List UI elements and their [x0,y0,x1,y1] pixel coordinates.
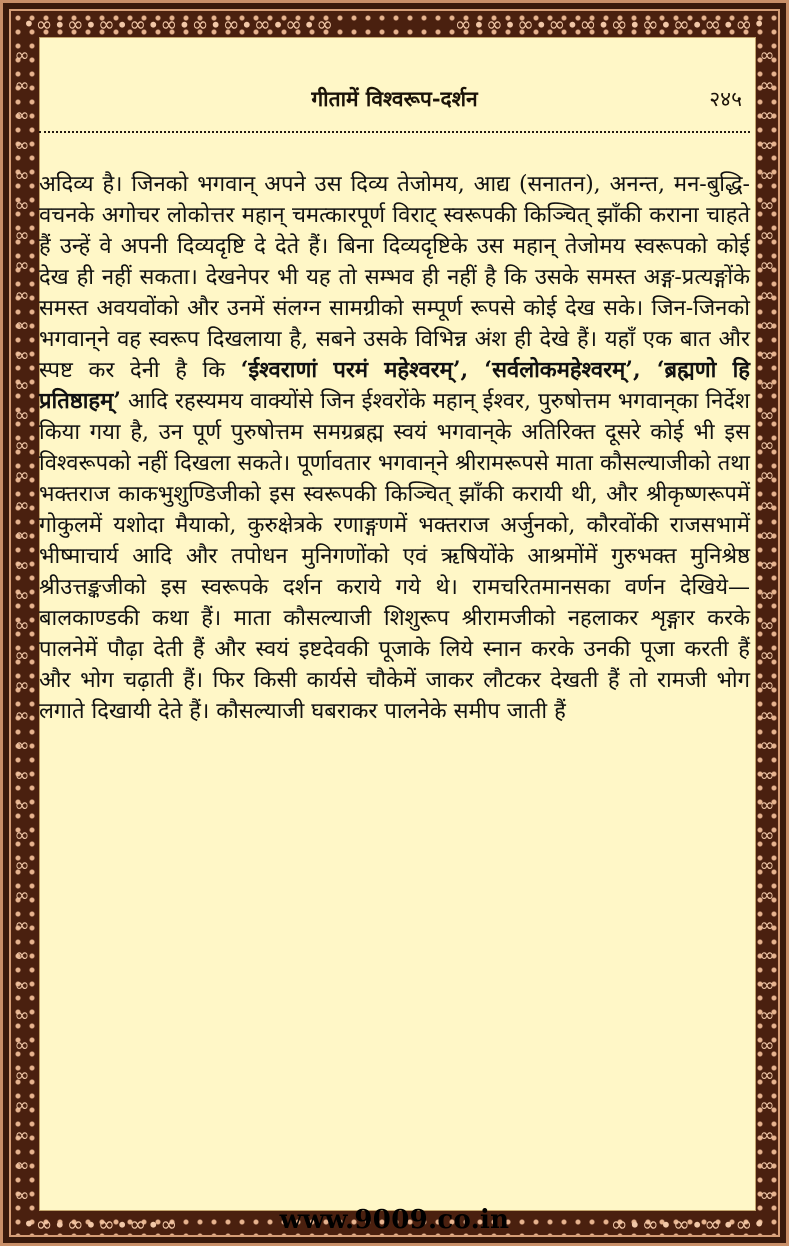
page-header [39,85,750,119]
right-ornament: ∞ ∞ ∞ ∞ ∞ ∞ ∞ ∞ ∞ ∞ ∞ ∞ ∞ ∞ ∞ ∞ ∞ ∞ ∞ ∞ ∞ ∞ ∞ ∞ ∞ ∞ ∞ ∞ ∞ ∞ ∞ ∞ ∞ ∞ ∞ ∞ ∞ ∞ ∞ [759,45,775,1205]
paragraph-part-1: अदिव्य है। जिनको भगवान् अपने उस दिव्य तेजोमय, आद्य (सनातन), अनन्त, मन-बुद्धि-वचनके अगोचर लोकोत्तर महान् चमत्कारपूर्ण विराट् स्वरूपकी किञ्चित् झाँकी कराना चाहते हैं उन्हें वे अपनी दिव्यदृष्टि दे देते हैं। बिना दिव्यदृष्टिके उस महान् तेजोमय स्वरूपको कोई देख ही नहीं सकता। देखनेपर भी यह तो सम्भव ही नहीं है कि उसके समस्त अङ्ग-प्रत्यङ्गोंके समस्त अवयवोंको और उनमें संलग्न सामग्रीको सम्पूर्ण रूपसे कोई देख सके। जिन-जिनको भगवान्‌ने वह स्वरूप दिखलाया है, सबने उसके विभिन्न अंश ही देखे हैं। यहाँ एक बात और स्पष्ट कर देनी है कि [39,172,750,383]
top-ornament-right: ∞∙∞∙∞∙∞∙∞∙∞∙∞∙∞∙∞∙∞• [454,12,766,36]
page-title: गीतामें विश्वरूप-दर्शन [311,86,478,111]
top-ornament [23,11,766,37]
header-divider [39,131,750,135]
top-ornament-left: •∞∙∞∙∞∙∞∙∞∙∞∙∞∙∞∙∞∙∞ [23,12,335,36]
bottom-ornament-right: ∞∙∞∙∞∙∞∙∞• [610,1212,766,1236]
bottom-ornament-left: •∞∙∞∙∞∙∞∙∞ [23,1212,179,1236]
website-link[interactable]: www.9009.co.in [279,1205,510,1235]
sanskrit-quotes: ‘ईश्वराणां परमं महेश्वरम्’, ‘सर्वलोकमहेश्वरम्’, ‘ब्रह्मणो हि प्रतिष्ठाहम्’ [39,357,750,414]
paragraph-part-2: आदि रहस्यमय वाक्योंसे जिन ईश्वरोंके महान् ईश्वर, पुरुषोत्तम भगवान्‌का निर्देश किया गया है, उन पूर्ण पुरुषोत्तम समग्रब्रह्म स्वयं भगवान्‌के अतिरिक्त दूसरे कोई भी इस विश्वरूपको नहीं दिखला सकते। पूर्णावतार भगवान्‌ने श्रीरामरूपसे माता कौसल्याजीको तथा भक्तराज काकभुशुण्डिजीको इस स्वरूपकी किञ्चित् झाँकी करायी थी, और श्रीकृष्णरूपमें गोकुलमें यशोदा मैयाको, कुरुक्षेत्रके रणाङ्गणमें भक्तराज अर्जुनको, कौरवोंकी राजसभामें भीष्माचार्य आदि और तपोधन मुनिगणोंको एवं ऋषियोंके आश्रमोंमें गुरुभक्त मुनिश्रेष्ठ श्रीउत्तङ्कजीको इस स्वरूपके दर्शन कराये गये थे। रामचरितमानसका वर्णन देखिये— बालकाण्डकी कथा हैं। माता कौसल्याजी शिशुरूप श्रीरामजीको नहलाकर शृङ्गार करके पालनेमें पौढ़ा देती हैं और स्वयं इष्टदेवकी पूजाके लिये स्नान करके उनकी पूजा करती हैं और भोग चढ़ाती हैं। फिर किसी कार्यसे चौकेमें जाकर लौटकर देखती हैं तो रामजी भोग लगाते दिखायी देते हैं। कौसल्याजी घबराकर पालनेके समीप जाती हैं [39,389,750,724]
page-body-text [39,169,750,727]
page-number: २४५ [709,87,742,111]
left-ornament: ∞ ∞ ∞ ∞ ∞ ∞ ∞ ∞ ∞ ∞ ∞ ∞ ∞ ∞ ∞ ∞ ∞ ∞ ∞ ∞ ∞ ∞ ∞ ∞ ∞ ∞ ∞ ∞ ∞ ∞ ∞ ∞ ∞ ∞ ∞ ∞ ∞ ∞ ∞ [14,45,30,1205]
